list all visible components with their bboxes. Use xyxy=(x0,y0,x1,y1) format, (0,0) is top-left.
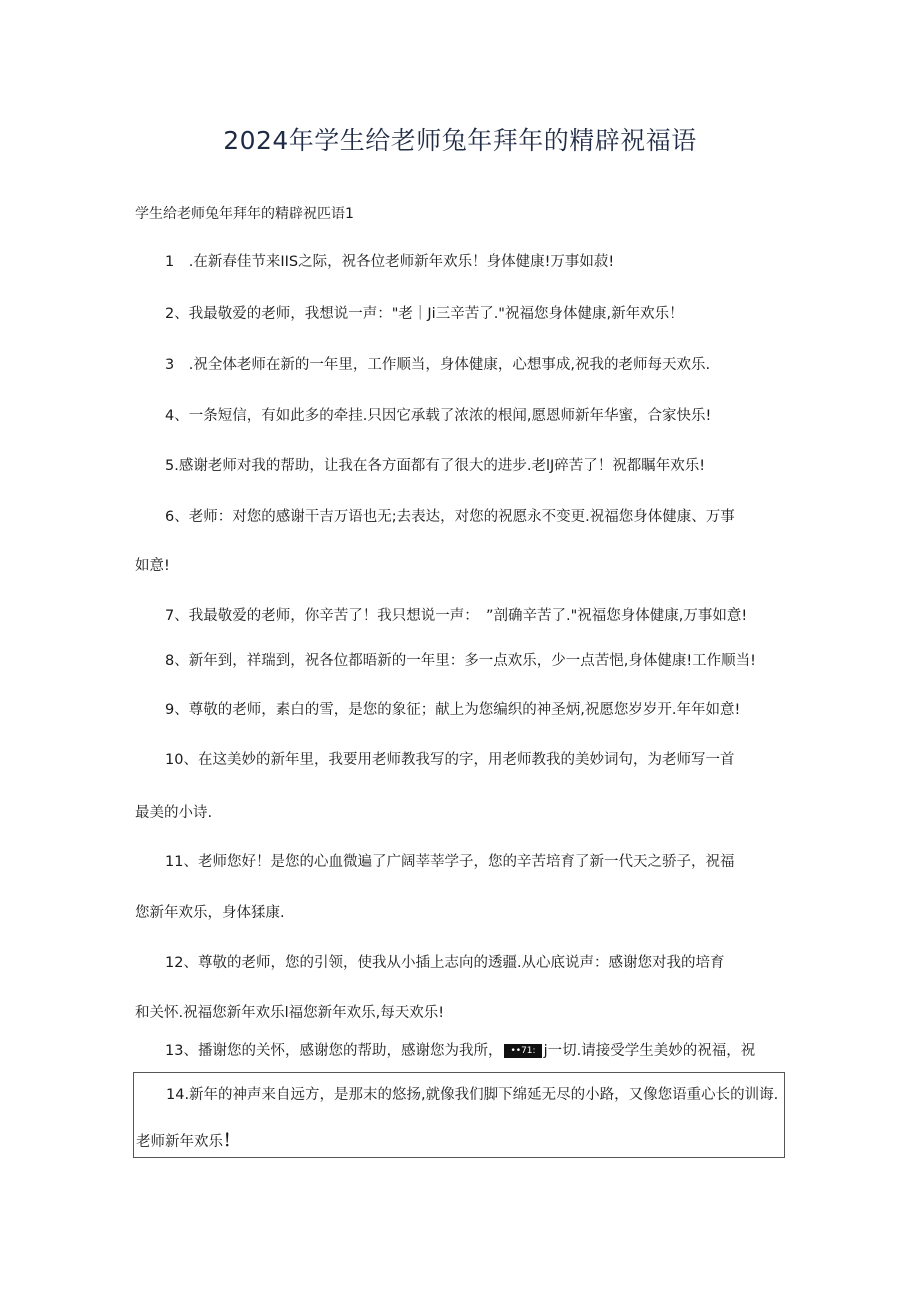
wish-line-2: 2、我最敬爱的老师，我想说一声："老｜Ji三辛苦了."祝福您身体健康,新年欢乐！ xyxy=(165,306,684,322)
wish-line-13-start: 13、播谢您的关怀，感谢您的帮助，感谢您为我所， xyxy=(165,1043,503,1059)
wish-line-6-cont: 如意! xyxy=(135,558,170,574)
wish-line-5: 5.感谢老师对我的帮助，让我在各方面都有了很大的进步.老lJ碎苦了！祝都瞩年欢乐! xyxy=(165,458,706,474)
wish-line-11: 11、老师您好！是您的心血微遍了广阔莘莘学子，您的辛苦培育了新一代天之骄子，祝福 xyxy=(165,854,735,870)
exclamation-mark: ！ xyxy=(223,1131,240,1151)
wish-line-14: 14.新年的神声来自远方，是那末的悠扬,就像我们脚下绵延无尽的小路，又像您语重心长的训诲. xyxy=(166,1087,779,1103)
wish-line-14-cont-text: 老师新年欢乐 xyxy=(136,1134,223,1150)
wish-line-1: 1 .在新春佳节来IIS之际，祝各位老师新年欢乐！身体健康!万事如菽! xyxy=(165,254,615,270)
wish-line-13-end: j一切.请接受学生美妙的祝福，祝 xyxy=(543,1043,756,1059)
redacted-mark: ••71: xyxy=(504,1044,541,1058)
wish-line-8: 8、新年到，祥瑞到，祝各位都晤新的一年里：多一点欢乐，少一点苦悒,身体健康!工作顺当! xyxy=(165,653,756,669)
section-subtitle: 学生给老师兔年拜年的精辟祝匹语1 xyxy=(135,206,354,222)
wish-line-12: 12、尊敬的老师，您的引领，使我从小插上志向的透疆.从心底说声：感谢您对我的培育 xyxy=(165,955,725,971)
wish-line-6: 6、老师：对您的感谢干吉万语也无;去表达，对您的祝愿永不变更.祝福您身体健康、万事 xyxy=(165,509,735,525)
wish-line-4: 4、一条短信，有如此多的牵挂.只因它承载了浓浓的根闻,愿恩师新年华蜜，合家快乐! xyxy=(165,408,712,424)
wish-line-12-cont: 和关怀.祝福您新年欢乐l福您新年欢乐,每天欢乐! xyxy=(135,1005,445,1021)
wish-line-11-cont: 您新年欢乐，身体猱康. xyxy=(135,905,285,921)
wish-line-3: 3 .祝全体老师在新的一年里，工作顺当，身体健康，心想事成,祝我的老师每天欢乐. xyxy=(165,357,711,373)
wish-line-10-cont: 最美的小诗. xyxy=(135,805,213,821)
wish-line-9: 9、尊敬的老师，素白的雪，是您的象征；献上为您编织的神圣炳,祝愿您岁岁开.年年如意! xyxy=(165,702,741,718)
page-title: 2024年学生给老师兔年拜年的精辟祝福语 xyxy=(223,126,697,155)
wish-line-13 xyxy=(165,1041,755,1061)
highlighted-box xyxy=(133,1072,785,1158)
wish-line-7: 7、我最敬爱的老师，你辛苦了！我只想说一声： ”剖确辛苦了."祝福您身体健康,万事如意! xyxy=(165,608,748,624)
wish-line-10: 10、在这美妙的新年里，我要用老师教我写的字，用老师教我的美妙词句，为老师写一首 xyxy=(165,752,735,768)
wish-line-14-cont xyxy=(136,1131,240,1152)
